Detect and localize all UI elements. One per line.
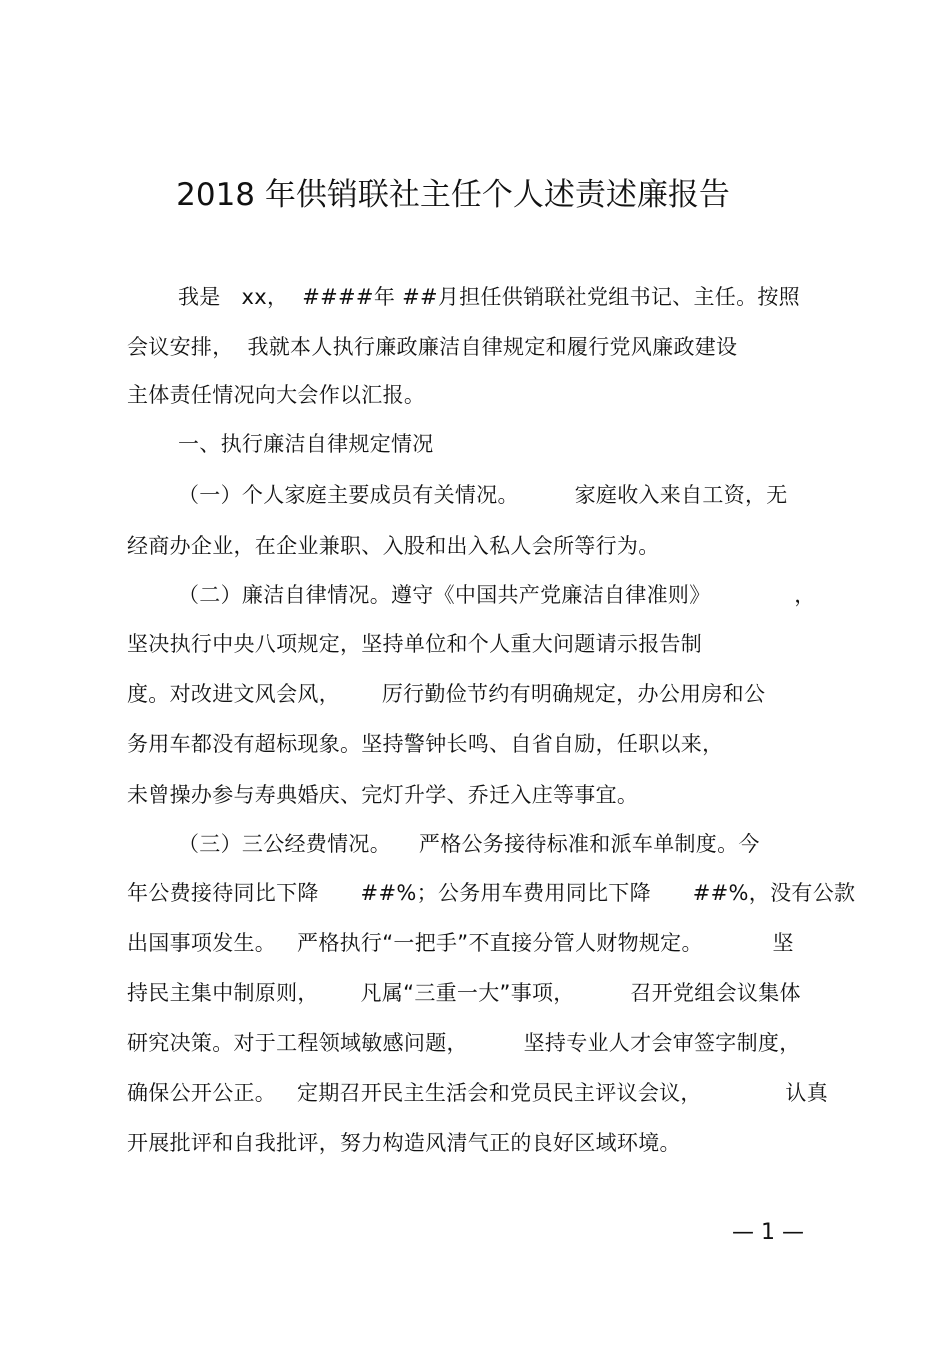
body-line: 持民主集中制原则， 凡属“三重一大”事项， 召开党组会议集体 <box>127 981 801 1005</box>
page-number: — 1 — <box>732 1220 804 1245</box>
body-line: 度。对改进文风会风， 厉行勤俭节约有明确规定，办公用房和公 <box>127 682 766 706</box>
body-line: 主体责任情况向大会作以汇报。 <box>127 383 426 407</box>
body-line: 坚决执行中央八项规定，坚持单位和个人重大问题请示报告制 <box>127 632 703 656</box>
body-line: 年公费接待同比下降 ##%；公务用车费用同比下降 ##%，没有公款 <box>127 881 856 905</box>
body-line: （一）个人家庭主要成员有关情况。 家庭收入来自工资，无 <box>178 483 788 507</box>
body-line: 经商办企业，在企业兼职、入股和出入私人会所等行为。 <box>127 534 660 558</box>
section-heading: 一、执行廉洁自律规定情况 <box>178 432 434 456</box>
body-line: 未曾操办参与寿典婚庆、完灯升学、乔迁入庄等事宜。 <box>127 783 639 807</box>
body-line: （二）廉洁自律情况。遵守《中国共产党廉洁自律准则》 ， <box>178 583 816 607</box>
body-line: （三）三公经费情况。 严格公务接待标准和派车单制度。今 <box>178 832 760 856</box>
body-line: 会议安排， 我就本人执行廉政廉洁自律规定和履行党风廉政建设 <box>127 335 738 359</box>
body-line: 开展批评和自我批评，努力构造风清气正的良好区域环境。 <box>127 1131 681 1155</box>
body-line: 确保公开公正。 定期召开民主生活会和党员民主评议会议， 认真 <box>127 1081 829 1105</box>
body-line: 务用车都没有超标现象。坚持警钟长鸣、自省自励，任职以来， <box>127 732 724 756</box>
body-line: 出国事项发生。 严格执行“一把手”不直接分管人财物规定。 坚 <box>127 931 794 955</box>
body-line: 研究决策。对于工程领域敏感问题， 坚持专业人才会审签字制度， <box>127 1031 801 1055</box>
body-line: 我是 xx， ####年 ##月担任供销联社党组书记、主任。按照 <box>178 285 800 309</box>
document-title: 2018 年供销联社主任个人述责述廉报告 <box>176 177 730 213</box>
